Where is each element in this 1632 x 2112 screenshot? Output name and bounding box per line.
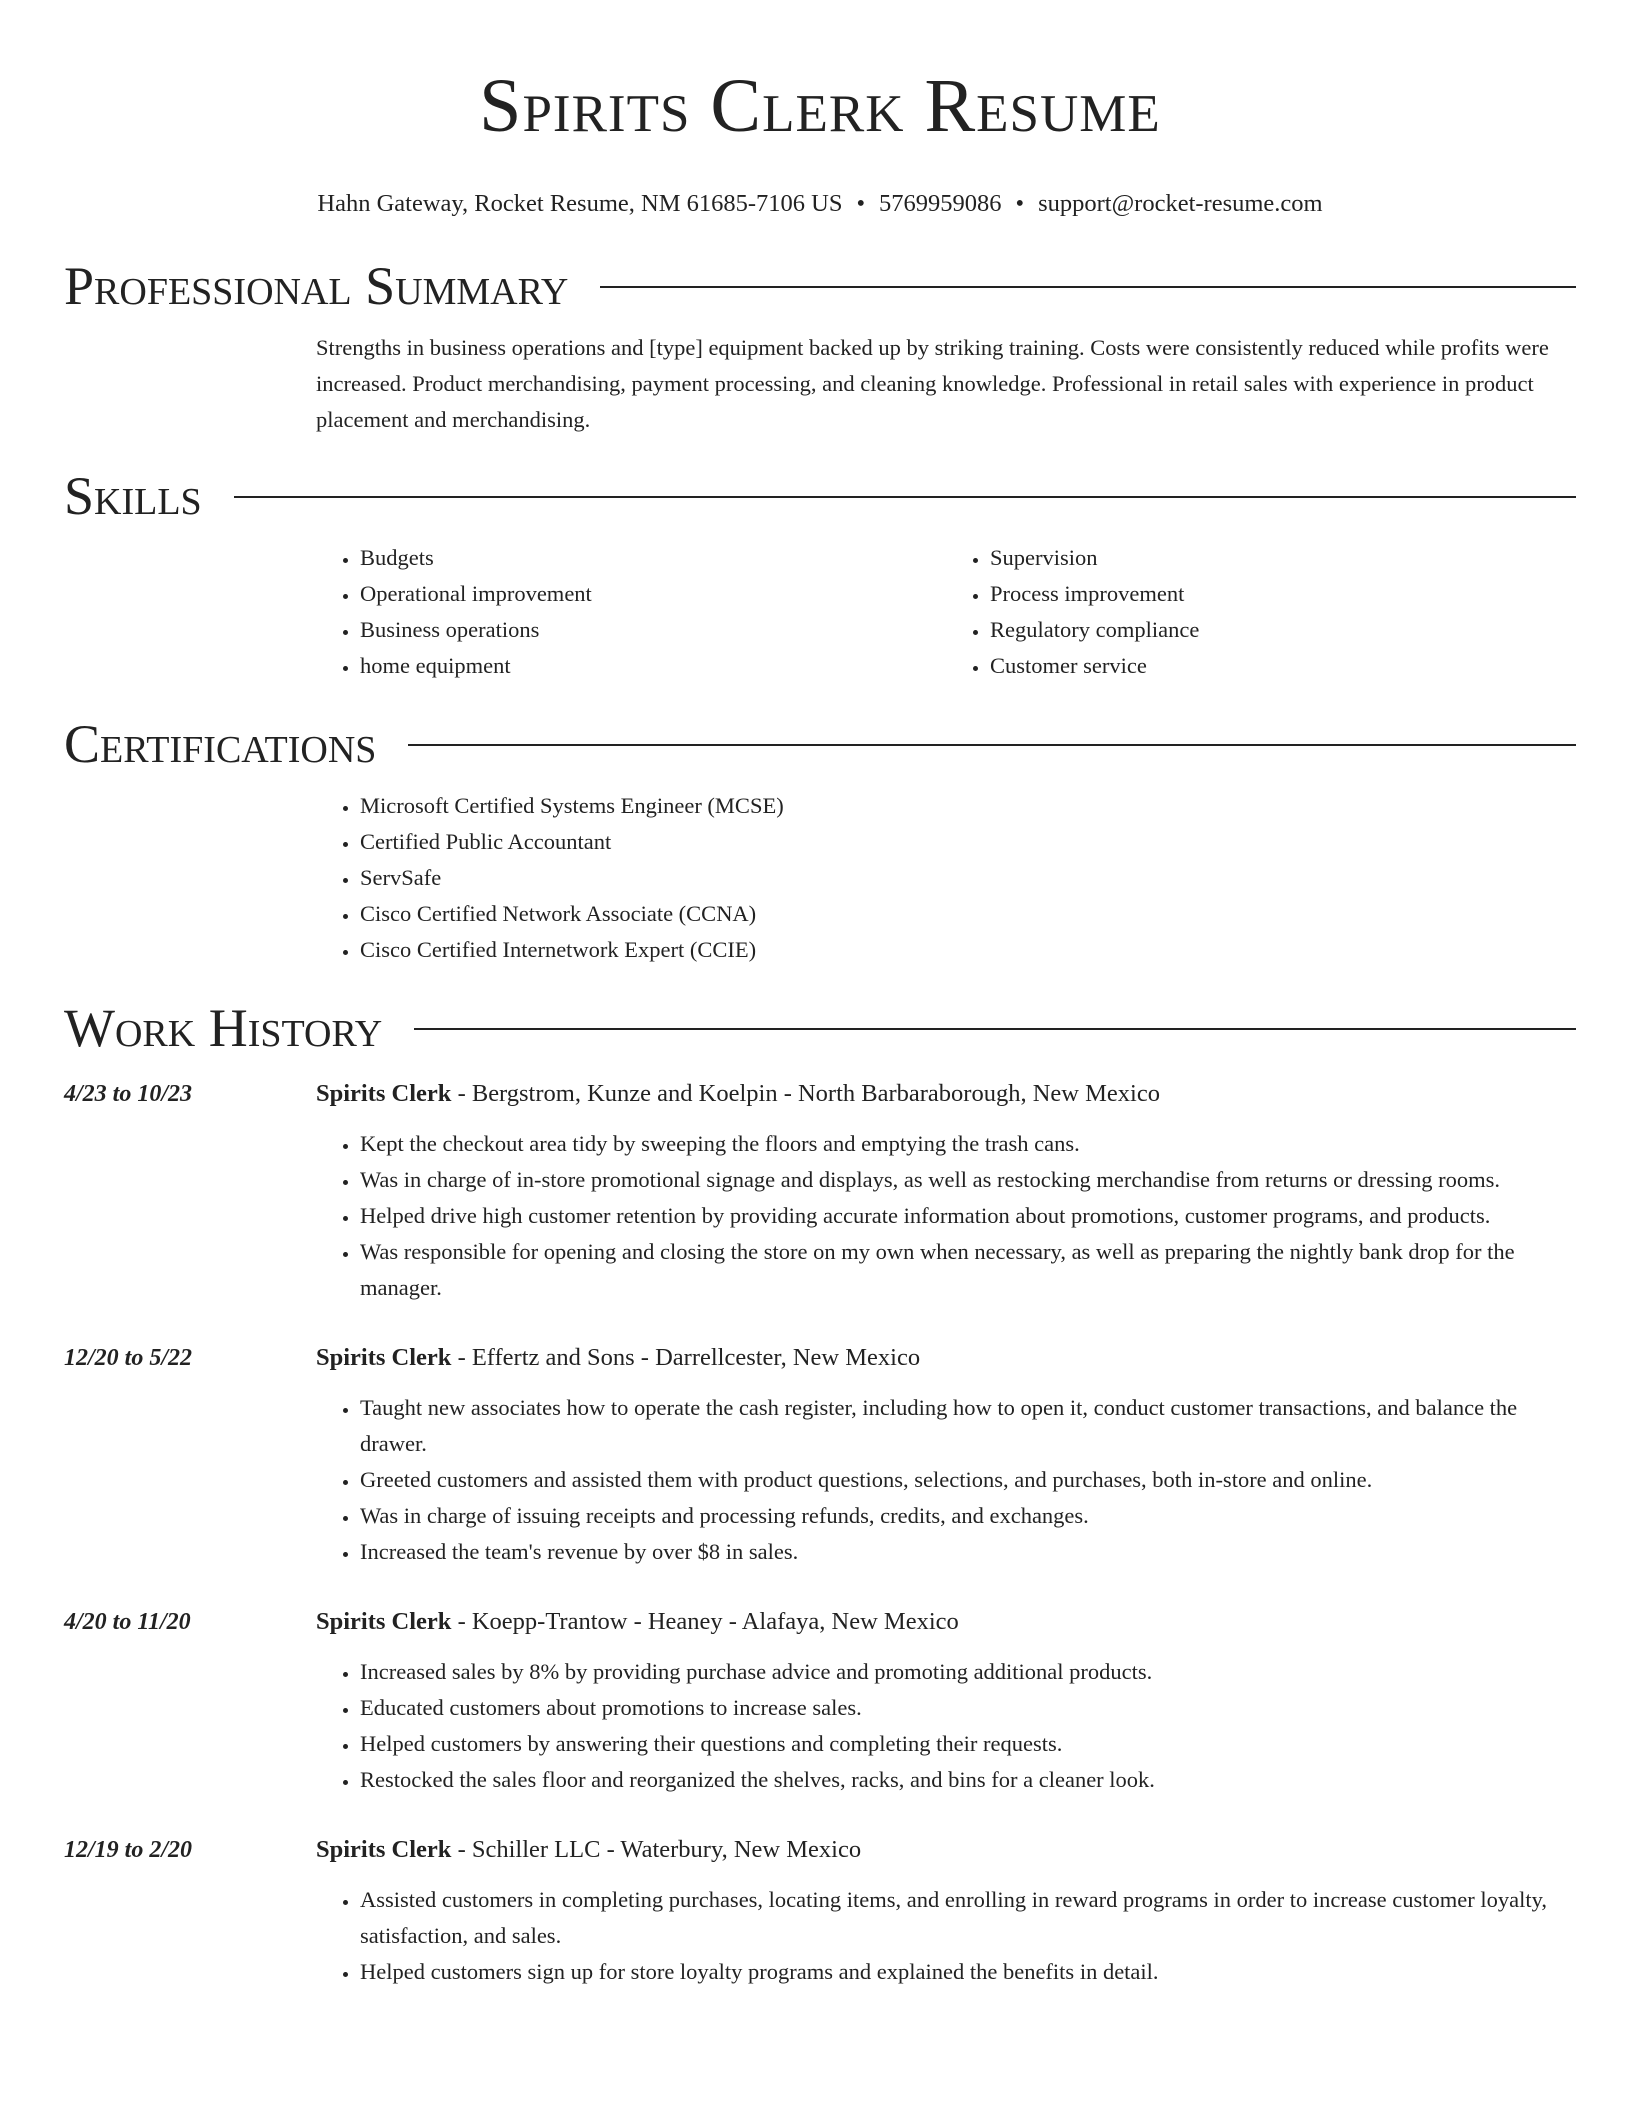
job-bullet: • Was responsible for opening and closing the store on my own when necessary, as well as preparing the nightly bank drop for the manager.: [360, 1234, 1576, 1306]
skill-item: • Supervision: [990, 540, 1576, 576]
summary-body: [316, 330, 1576, 438]
certification-item: • ServSafe: [360, 860, 1576, 896]
job-heading: [316, 1340, 920, 1376]
certification-item: • Cisco Certified Internetwork Expert (CCIE): [360, 932, 1576, 968]
job-bullet: • Increased sales by 8% by providing purchase advice and promoting additional products.: [360, 1654, 1576, 1690]
certifications-heading: Certifications: [64, 714, 377, 774]
skill-item: • Operational improvement: [360, 576, 946, 612]
job-dates: 12/19 to 2/20: [64, 1837, 193, 1863]
contact-address: Hahn Gateway, Rocket Resume, NM 61685-7106 US: [317, 190, 843, 217]
job-heading: [316, 1832, 861, 1868]
summary-section: [64, 250, 1576, 438]
job-dates: 4/20 to 11/20: [64, 1609, 191, 1635]
section-divider: [234, 496, 1576, 498]
contact-line: [64, 186, 1576, 222]
job-bullets: [316, 1126, 1576, 1306]
job-entry: [64, 1832, 1576, 1990]
job-bullets: [316, 1390, 1576, 1570]
job-bullet: • Was in charge of issuing receipts and processing refunds, credits, and exchanges.: [360, 1498, 1576, 1534]
job-details: - Koepp-Trantow - Heaney - Alafaya, New Mexico: [451, 1608, 959, 1635]
skill-item: • Regulatory compliance: [990, 612, 1576, 648]
work-section: [64, 992, 1576, 1990]
job-bullet: • Kept the checkout area tidy by sweeping the floors and emptying the trash cans.: [360, 1126, 1576, 1162]
job-bullet: • Helped customers by answering their questions and completing their requests.: [360, 1726, 1576, 1762]
skills-grid: [316, 540, 1576, 684]
certifications-list: [316, 788, 1576, 968]
job-header: [64, 1832, 1576, 1868]
resume-page: [64, 0, 1576, 1990]
job-bullet: • Educated customers about promotions to increase sales.: [360, 1690, 1576, 1726]
skills-list-left: [316, 540, 946, 684]
skill-item: • Process improvement: [990, 576, 1576, 612]
work-heading: Work History: [64, 998, 383, 1058]
job-entry: [64, 1076, 1576, 1306]
job-dates: 4/23 to 10/23: [64, 1081, 193, 1107]
certifications-body: [316, 788, 1576, 968]
skills-heading: Skills: [64, 466, 202, 526]
job-bullet: • Taught new associates how to operate the cash register, including how to open it, conduct customer transactions, and balance the drawer.: [360, 1390, 1576, 1462]
job-details: - Schiller LLC - Waterbury, New Mexico: [451, 1836, 862, 1863]
summary-heading: Professional Summary: [64, 256, 569, 316]
job-bullet: • Increased the team's revenue by over $8 in sales.: [360, 1534, 1576, 1570]
job-title: Spirits Clerk: [316, 1836, 452, 1863]
job-bullet: • Greeted customers and assisted them with product questions, selections, and purchases, both in-store and online.: [360, 1462, 1576, 1498]
skills-list-right: [946, 540, 1576, 684]
skill-item: • home equipment: [360, 648, 946, 684]
contact-separator: •: [1015, 190, 1025, 217]
skill-item: • Customer service: [990, 648, 1576, 684]
job-title: Spirits Clerk: [316, 1080, 452, 1107]
skill-item: • Business operations: [360, 612, 946, 648]
section-divider: [414, 1028, 1576, 1030]
job-entry: [64, 1340, 1576, 1570]
skills-header: [64, 460, 1576, 532]
certification-item: • Cisco Certified Network Associate (CCNA): [360, 896, 1576, 932]
job-header: [64, 1076, 1576, 1112]
job-dates: 12/20 to 5/22: [64, 1345, 193, 1371]
job-bullets: [316, 1882, 1576, 1990]
resume-title: Spirits Clerk Resume: [479, 64, 1161, 148]
contact-separator: •: [856, 190, 866, 217]
job-entry: [64, 1604, 1576, 1798]
summary-text: Strengths in business operations and [type] equipment backed up by striking training. Costs were consistently reduced while profits were increased. Product merchandising, payment processing, and cleaning knowledge. Professional in retail sales with experience in product placement and merchandising.: [316, 335, 1549, 432]
contact-email: support@rocket-resume.com: [1038, 190, 1323, 217]
certification-item: • Microsoft Certified Systems Engineer (MCSE): [360, 788, 1576, 824]
job-bullet: • Assisted customers in completing purchases, locating items, and enrolling in reward programs in order to increase customer loyalty, satisfaction, and sales.: [360, 1882, 1576, 1954]
certification-item: • Certified Public Accountant: [360, 824, 1576, 860]
section-divider: [408, 744, 1576, 746]
job-bullets: [316, 1654, 1576, 1798]
job-heading: [316, 1604, 959, 1640]
job-bullet: • Helped customers sign up for store loyalty programs and explained the benefits in detail.: [360, 1954, 1576, 1990]
job-header: [64, 1604, 1576, 1640]
job-details: - Effertz and Sons - Darrellcester, New Mexico: [451, 1344, 921, 1371]
job-title: Spirits Clerk: [316, 1608, 452, 1635]
summary-header: [64, 250, 1576, 322]
contact-phone: 5769959086: [879, 190, 1002, 217]
job-title: Spirits Clerk: [316, 1344, 452, 1371]
job-header: [64, 1340, 1576, 1376]
skill-item: • Budgets: [360, 540, 946, 576]
skills-section: [64, 460, 1576, 684]
job-bullet: • Was in charge of in-store promotional signage and displays, as well as restocking merchandise from returns or dressing rooms.: [360, 1162, 1576, 1198]
job-details: - Bergstrom, Kunze and Koelpin - North Barbaraborough, New Mexico: [451, 1080, 1160, 1107]
certifications-section: [64, 708, 1576, 968]
job-heading: [316, 1076, 1160, 1112]
certifications-header: [64, 708, 1576, 780]
work-header: [64, 992, 1576, 1064]
section-divider: [600, 286, 1576, 288]
job-bullet: • Helped drive high customer retention by providing accurate information about promotions, customer programs, and products.: [360, 1198, 1576, 1234]
job-bullet: • Restocked the sales floor and reorganized the shelves, racks, and bins for a cleaner look.: [360, 1762, 1576, 1798]
